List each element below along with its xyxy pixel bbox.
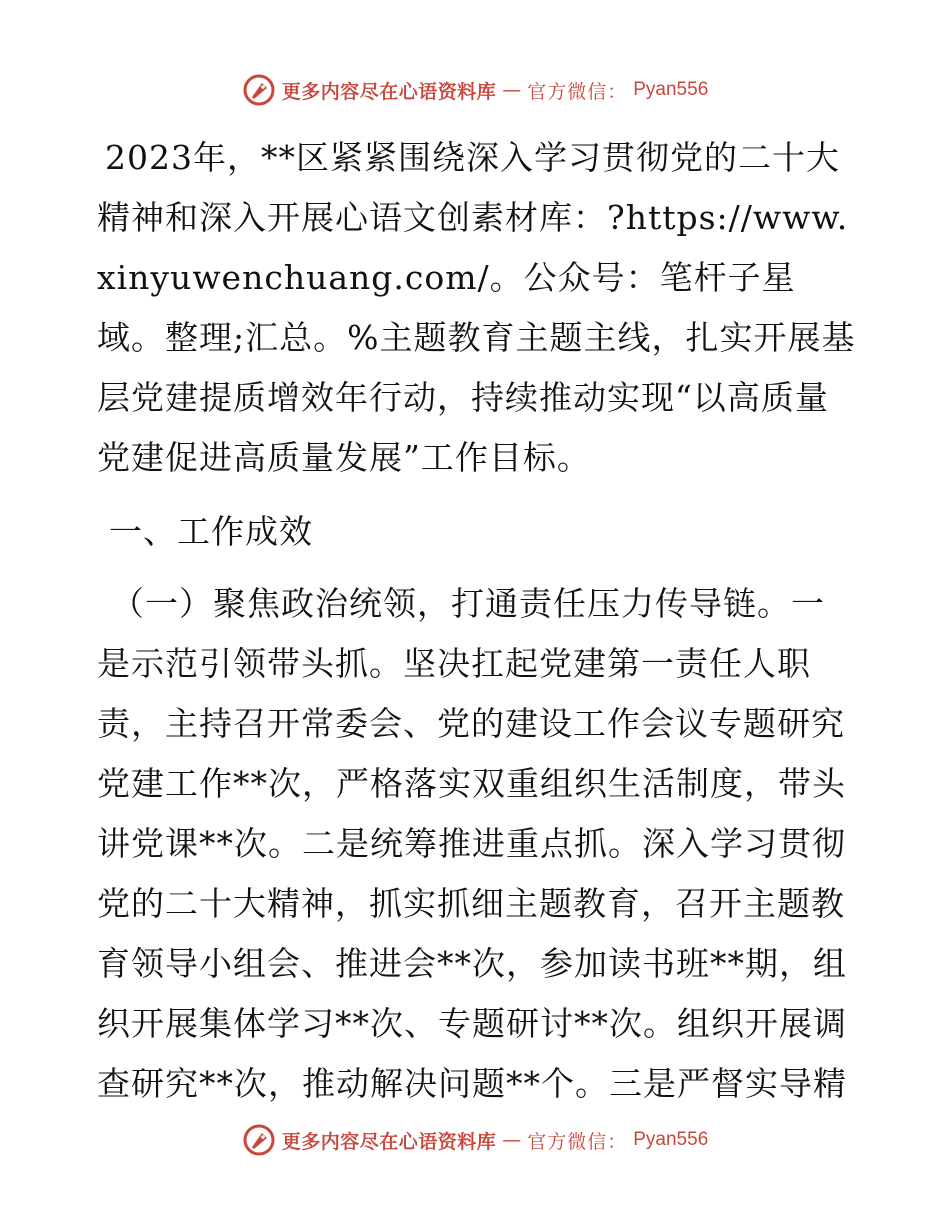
section-heading: 一、工作成效 xyxy=(109,512,313,551)
watermark-wechat-label: 官方微信： xyxy=(527,1130,628,1153)
watermark-separator: — xyxy=(502,1129,522,1151)
document-body xyxy=(97,128,857,1114)
pen-nib-logo-icon xyxy=(242,1123,276,1157)
watermark-wechat-id: Pyan556 xyxy=(633,1129,709,1150)
paragraph-achievements: （一）聚焦政治统领，打通责任压力传导链。一是示范引领带头抓。坚决扛起党建第一责任人职责，主持召开常委会、党的建设工作会议专题研究党建工作**次，严格落实双重组织生活制度，带头讲党课**次。二是统筹推进重点抓。深入学习贯彻党的二十大精神，抓实抓细主题教育，召开主题教育领导小组会、推进会**次，参加读书班**期，组织开展集体学习**次、专题研讨**次。组织开展调查研究**次，推动解决问题**个。三是严督实导精 xyxy=(97,584,847,1103)
paragraph-intro: 2023年，**区紧紧围绕深入学习贯彻党的二十大精神和深入开展心语文创素材库：?https://www.xinyuwenchuang.com/。公众号：笔杆子星域。整理;汇总。%主题教育主题主线，扎实开展基层党建提质增效年行动，持续推动实现“以高质量党建促进高质量发展”工作目标。 xyxy=(97,138,856,477)
watermark-wechat-label: 官方微信： xyxy=(527,80,628,103)
pen-nib-logo-icon xyxy=(242,73,276,107)
watermark-wechat-id: Pyan556 xyxy=(633,79,709,100)
watermark-separator: — xyxy=(502,79,522,101)
watermark-top xyxy=(0,70,950,110)
watermark-site-text: 更多内容尽在心语资料库 xyxy=(281,80,497,103)
watermark-site-text: 更多内容尽在心语资料库 xyxy=(281,1130,497,1153)
watermark-bottom xyxy=(0,1120,950,1160)
